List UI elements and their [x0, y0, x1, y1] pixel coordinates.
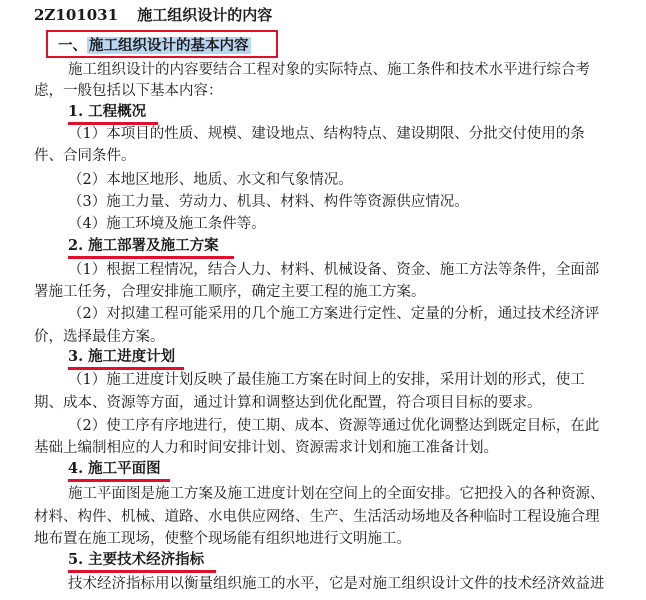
- item-line: 施工平面图是施工方案及施工进度计划在空间上的全面安排。它把投入的各种资源、: [68, 486, 605, 502]
- item-heading: 5. 主要技术经济指标: [68, 551, 205, 568]
- red-underline: [68, 256, 234, 259]
- item-heading: 2. 施工部署及施工方案: [68, 237, 219, 254]
- item-line: 价，选择最佳方案。: [34, 329, 165, 345]
- item-line: 署施工任务，合理安排施工顺序，确定主要工程的施工方案。: [34, 284, 426, 300]
- item-line: （2）使工序有序地进行，使工期、成本、资源等通过优化调整达到既定目标，在此: [68, 418, 600, 434]
- item-line: 地布置在施工现场，使整个现场能有组织地进行文明施工。: [34, 531, 411, 547]
- item-line: （4）施工环境及施工条件等。: [68, 216, 266, 232]
- section-title: 施工组织设计的内容: [137, 6, 273, 24]
- intro-line: 施工组织设计的内容要结合工程对象的实际特点、施工条件和技术水平进行综合考: [68, 62, 590, 78]
- section-heading-prefix: 一、: [58, 37, 87, 54]
- item-line: 技术经济指标用以衡量组织施工的水平，它是对施工组织设计文件的技术经济效益进: [68, 576, 605, 592]
- item-line: 期、成本、资源等方面，通过计算和调整达到优化配置，符合项目目标的要求。: [34, 395, 542, 411]
- item-line: （1）根据工程情况，结合人力、材料、机械设备、资金、施工方法等条件，全面部: [68, 262, 600, 278]
- section-code: 2Z101031: [34, 6, 119, 24]
- red-underline: [68, 570, 216, 573]
- item-line: （1）本项目的性质、规模、建设地点、结构特点、建设期限、分批交付使用的条: [68, 126, 585, 142]
- section-heading: [58, 34, 251, 55]
- item-line: 材料、构件、机械、道路、水电供应网络、生产、生活活动场地及各种临时工程设施合理: [34, 509, 600, 525]
- item-heading: 4. 施工平面图: [68, 460, 161, 477]
- page-title: [34, 4, 272, 25]
- intro-line: 虑，一般包括以下基本内容：: [34, 83, 223, 99]
- item-line: （3）施工力量、劳动力、机具、材料、构件等资源供应情况。: [68, 194, 469, 210]
- item-heading: 3. 施工进度计划: [68, 348, 176, 365]
- item-line: （1）施工进度计划反映了最佳施工方案在时间上的安排，采用计划的形式，使工: [68, 372, 585, 388]
- section-heading-text: 施工组织设计的基本内容: [89, 37, 249, 54]
- item-line: 基础上编制相应的人力和时间安排计划、资源需求计划和施工准备计划。: [34, 440, 498, 456]
- item-line: （2）本地区地形、地质、水文和气象情况。: [68, 172, 353, 188]
- item-heading: 1. 工程概况: [68, 103, 147, 120]
- red-underline: [68, 479, 170, 482]
- item-line: （2）对拟建工程可能采用的几个施工方案进行定性、定量的分析，通过技术经济评: [68, 306, 600, 322]
- item-line: 件、合同条件。: [34, 148, 136, 164]
